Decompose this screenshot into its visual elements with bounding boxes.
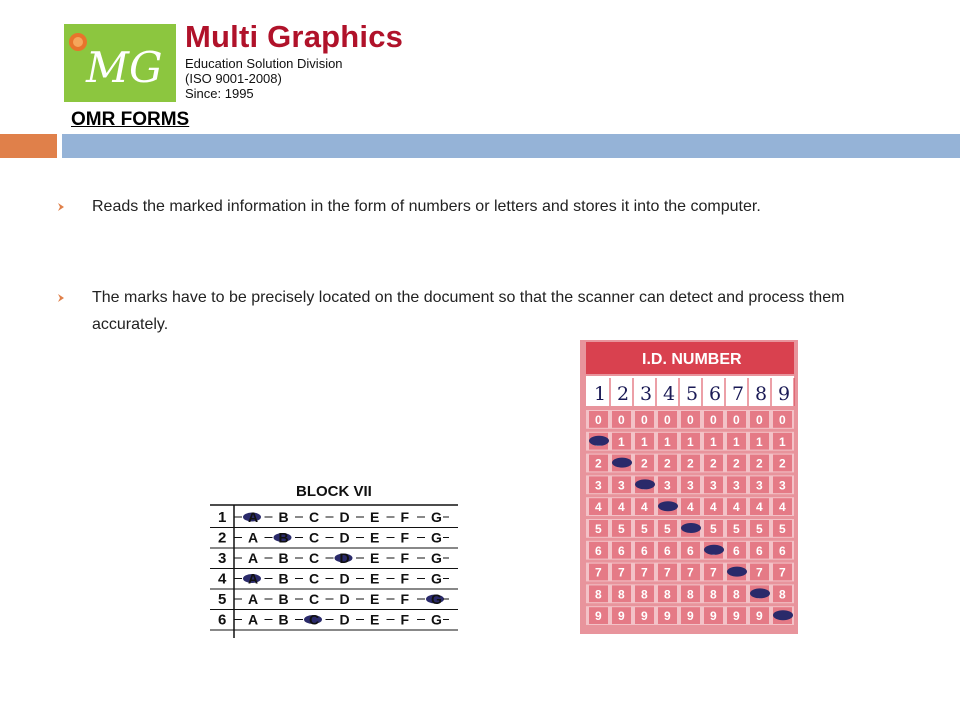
- id-digit-cell: 9: [710, 609, 717, 624]
- id-handwritten-digit: 7: [732, 383, 745, 405]
- id-digit-cell: 2: [664, 456, 671, 471]
- id-digit-cell: 7: [595, 565, 602, 580]
- id-digit-cell: 9: [733, 609, 740, 624]
- id-handwritten-digit: 6: [709, 383, 722, 405]
- id-handwritten-digit: 3: [640, 383, 653, 405]
- omr-option-letter: B: [278, 509, 289, 525]
- id-digit-cell: 5: [779, 522, 786, 536]
- omr-option-letter: G: [431, 591, 442, 607]
- omr-option-letter: D: [339, 550, 350, 566]
- omr-option-letter: A: [248, 570, 259, 587]
- bullet-item: [56, 284, 856, 338]
- omr-option-letter: C: [309, 529, 320, 546]
- omr-block-figure: [208, 478, 460, 640]
- id-digit-cell: 5: [756, 522, 763, 536]
- omr-option-letter: G: [431, 509, 442, 525]
- id-filled-mark: [635, 479, 655, 489]
- id-digit-cell: 4: [733, 500, 740, 515]
- omr-option-letter: D: [339, 591, 350, 607]
- id-handwritten-digit: 9: [778, 383, 791, 405]
- omr-option-letter: F: [400, 550, 410, 566]
- id-digit-cell: 8: [779, 587, 786, 602]
- id-filled-mark: [589, 436, 609, 446]
- id-digit-cell: 1: [664, 434, 671, 449]
- omr-option-letter: E: [370, 591, 380, 607]
- id-digit-cell: 5: [733, 522, 740, 536]
- id-digit-cell: 8: [733, 587, 740, 602]
- id-digit-cell: 1: [687, 434, 694, 449]
- omr-option-letter: B: [278, 570, 289, 587]
- id-number-card: [580, 340, 798, 634]
- omr-option-letter: B: [278, 591, 289, 607]
- id-card-svg: [580, 340, 798, 634]
- omr-option-letter: D: [339, 611, 350, 628]
- omr-option-letter: G: [431, 570, 442, 587]
- omr-option-letter: E: [370, 529, 380, 546]
- id-digit-cell: 2: [756, 456, 763, 471]
- brand-title: Multi Graphics: [185, 19, 404, 54]
- omr-option-letter: A: [248, 509, 259, 525]
- id-digit-cell: 8: [641, 587, 648, 602]
- id-filled-mark: [727, 567, 747, 577]
- id-digit-cell: 5: [618, 522, 625, 536]
- omr-option-letter: F: [400, 611, 410, 628]
- id-digit-cell: 5: [641, 522, 648, 536]
- id-digit-cell: 5: [710, 522, 717, 536]
- id-digit-cell: 3: [687, 478, 694, 493]
- omr-option-letter: C: [309, 570, 320, 587]
- omr-option-letter: F: [400, 591, 410, 607]
- logo-mark-text: MG: [86, 43, 163, 92]
- id-digit-cell: 6: [641, 543, 648, 558]
- id-digit-cell: 1: [710, 434, 717, 449]
- omr-option-letter: F: [400, 529, 410, 546]
- id-digit-cell: 3: [595, 478, 602, 493]
- id-handwritten-digit: 4: [663, 383, 676, 405]
- omr-block-title: BLOCK VII: [296, 483, 372, 500]
- id-filled-mark: [750, 588, 770, 598]
- omr-option-letter: A: [248, 550, 259, 566]
- id-digit-cell: 8: [710, 587, 717, 602]
- id-digit-cell: 1: [641, 434, 648, 449]
- id-digit-cell: 9: [687, 609, 694, 624]
- omr-option-letter: B: [278, 611, 289, 628]
- id-digit-cell: 2: [710, 456, 717, 471]
- omr-row-label: 4: [218, 570, 227, 588]
- id-digit-cell: 0: [687, 413, 694, 427]
- id-digit-cell: 9: [641, 609, 648, 624]
- id-digit-cell: 6: [687, 543, 694, 558]
- omr-option-letter: F: [400, 509, 410, 525]
- id-digit-cell: 8: [664, 587, 671, 602]
- omr-option-letter: D: [339, 570, 350, 587]
- omr-option-letter: E: [370, 611, 380, 628]
- id-digit-cell: 8: [618, 587, 625, 602]
- accent-bar-blue: [62, 134, 960, 158]
- omr-row-label: 6: [218, 611, 227, 629]
- id-filled-mark: [658, 501, 678, 511]
- id-digit-cell: 6: [756, 543, 763, 558]
- id-digit-cell: 6: [779, 543, 786, 558]
- omr-row-label: 5: [218, 591, 227, 608]
- id-digit-cell: 7: [641, 565, 648, 580]
- id-digit-cell: 7: [710, 565, 717, 580]
- id-handwritten-digit: 1: [594, 383, 607, 405]
- id-digit-cell: 1: [756, 434, 763, 449]
- id-digit-cell: 1: [618, 434, 625, 449]
- id-digit-cell: 7: [756, 565, 763, 580]
- id-digit-cell: 7: [687, 565, 694, 580]
- id-digit-cell: 2: [733, 456, 740, 471]
- omr-option-letter: A: [248, 529, 259, 546]
- omr-option-letter: G: [431, 550, 442, 566]
- id-digit-cell: 1: [733, 434, 740, 449]
- brand-since: Since: 1995: [185, 86, 254, 101]
- id-digit-cell: 4: [641, 500, 648, 515]
- id-digit-cell: 3: [664, 478, 671, 493]
- company-logo: [64, 24, 176, 102]
- id-handwritten-digit: 8: [755, 383, 768, 405]
- id-digit-cell: 8: [595, 587, 602, 602]
- id-digit-cell: 6: [733, 543, 740, 558]
- id-digit-cell: 0: [779, 413, 786, 427]
- id-filled-mark: [704, 545, 724, 555]
- bullet-item: [56, 193, 856, 220]
- id-digit-cell: 0: [733, 413, 740, 427]
- id-digit-cell: 0: [756, 413, 763, 427]
- id-digit-cell: 4: [595, 500, 602, 515]
- id-digit-cell: 3: [710, 478, 717, 493]
- id-digit-cell: 9: [595, 609, 602, 624]
- omr-option-letter: G: [431, 529, 442, 546]
- omr-option-letter: D: [339, 529, 350, 546]
- accent-bar-orange: [0, 134, 57, 158]
- section-title: OMR FORMS: [71, 109, 190, 130]
- omr-option-letter: E: [370, 570, 380, 587]
- omr-option-letter: C: [309, 509, 320, 525]
- id-digit-cell: 9: [664, 609, 671, 624]
- omr-option-letter: E: [370, 550, 380, 566]
- omr-option-letter: A: [248, 611, 259, 628]
- id-digit-cell: 6: [595, 543, 602, 558]
- id-card-title: I.D. NUMBER: [642, 351, 742, 368]
- omr-option-letter: B: [278, 550, 289, 566]
- omr-option-letter: C: [309, 550, 320, 566]
- id-digit-cell: 7: [664, 565, 671, 580]
- omr-row-label: 2: [218, 529, 227, 547]
- id-digit-cell: 0: [710, 413, 717, 427]
- id-digit-cell: 6: [664, 543, 671, 558]
- omr-option-letter: G: [431, 611, 442, 628]
- id-handwritten-digit: 2: [617, 383, 630, 405]
- id-digit-cell: 7: [618, 565, 625, 580]
- id-digit-cell: 7: [779, 565, 786, 580]
- id-handwritten-digit: 5: [686, 383, 699, 405]
- id-digit-cell: 3: [733, 478, 740, 493]
- omr-option-letter: E: [370, 509, 380, 525]
- bullet-arrow-icon: [56, 293, 66, 303]
- id-digit-cell: 1: [779, 434, 786, 449]
- id-digit-cell: 8: [687, 587, 694, 602]
- id-digit-cell: 4: [618, 500, 625, 515]
- omr-option-letter: D: [339, 509, 350, 525]
- id-digit-cell: 5: [595, 522, 602, 536]
- id-digit-cell: 9: [756, 609, 763, 624]
- omr-option-letter: B: [278, 529, 289, 546]
- bullet-text: The marks have to be precisely located on the document so that the scanner can detect and process them accurately.: [92, 289, 845, 333]
- omr-block-svg: [208, 478, 460, 640]
- omr-row-label: 1: [218, 509, 227, 526]
- id-digit-cell: 3: [779, 478, 786, 493]
- omr-option-letter: C: [309, 611, 320, 628]
- id-digit-cell: 4: [687, 500, 694, 515]
- omr-option-letter: F: [400, 570, 410, 587]
- id-digit-cell: 4: [756, 500, 763, 515]
- id-digit-cell: 0: [641, 413, 648, 427]
- id-digit-cell: 2: [595, 456, 602, 471]
- logo-graphic: [64, 24, 176, 102]
- brand-iso: (ISO 9001-2008): [185, 71, 282, 86]
- id-digit-cell: 5: [664, 522, 671, 536]
- brand-subtitle: Education Solution Division: [185, 56, 343, 71]
- id-filled-mark: [773, 610, 793, 620]
- id-digit-cell: 4: [779, 500, 786, 515]
- id-digit-cell: 2: [779, 456, 786, 471]
- id-digit-cell: 2: [641, 456, 648, 471]
- omr-option-letter: A: [248, 591, 259, 607]
- id-filled-mark: [612, 458, 632, 468]
- id-digit-cell: 0: [664, 413, 671, 427]
- omr-row-label: 3: [218, 550, 227, 567]
- id-digit-cell: 3: [756, 478, 763, 493]
- id-digit-cell: 9: [618, 609, 625, 624]
- id-digit-cell: 3: [618, 478, 625, 493]
- id-filled-mark: [681, 523, 701, 533]
- id-digit-cell: 4: [710, 500, 717, 515]
- bullet-text: Reads the marked information in the form of numbers or letters and stores it into the computer.: [92, 198, 761, 215]
- id-digit-cell: 0: [595, 413, 602, 427]
- bullet-arrow-icon: [56, 202, 66, 212]
- id-digit-cell: 6: [618, 543, 625, 558]
- omr-option-letter: C: [309, 591, 320, 607]
- id-digit-cell: 0: [618, 413, 625, 427]
- id-digit-cell: 2: [687, 456, 694, 471]
